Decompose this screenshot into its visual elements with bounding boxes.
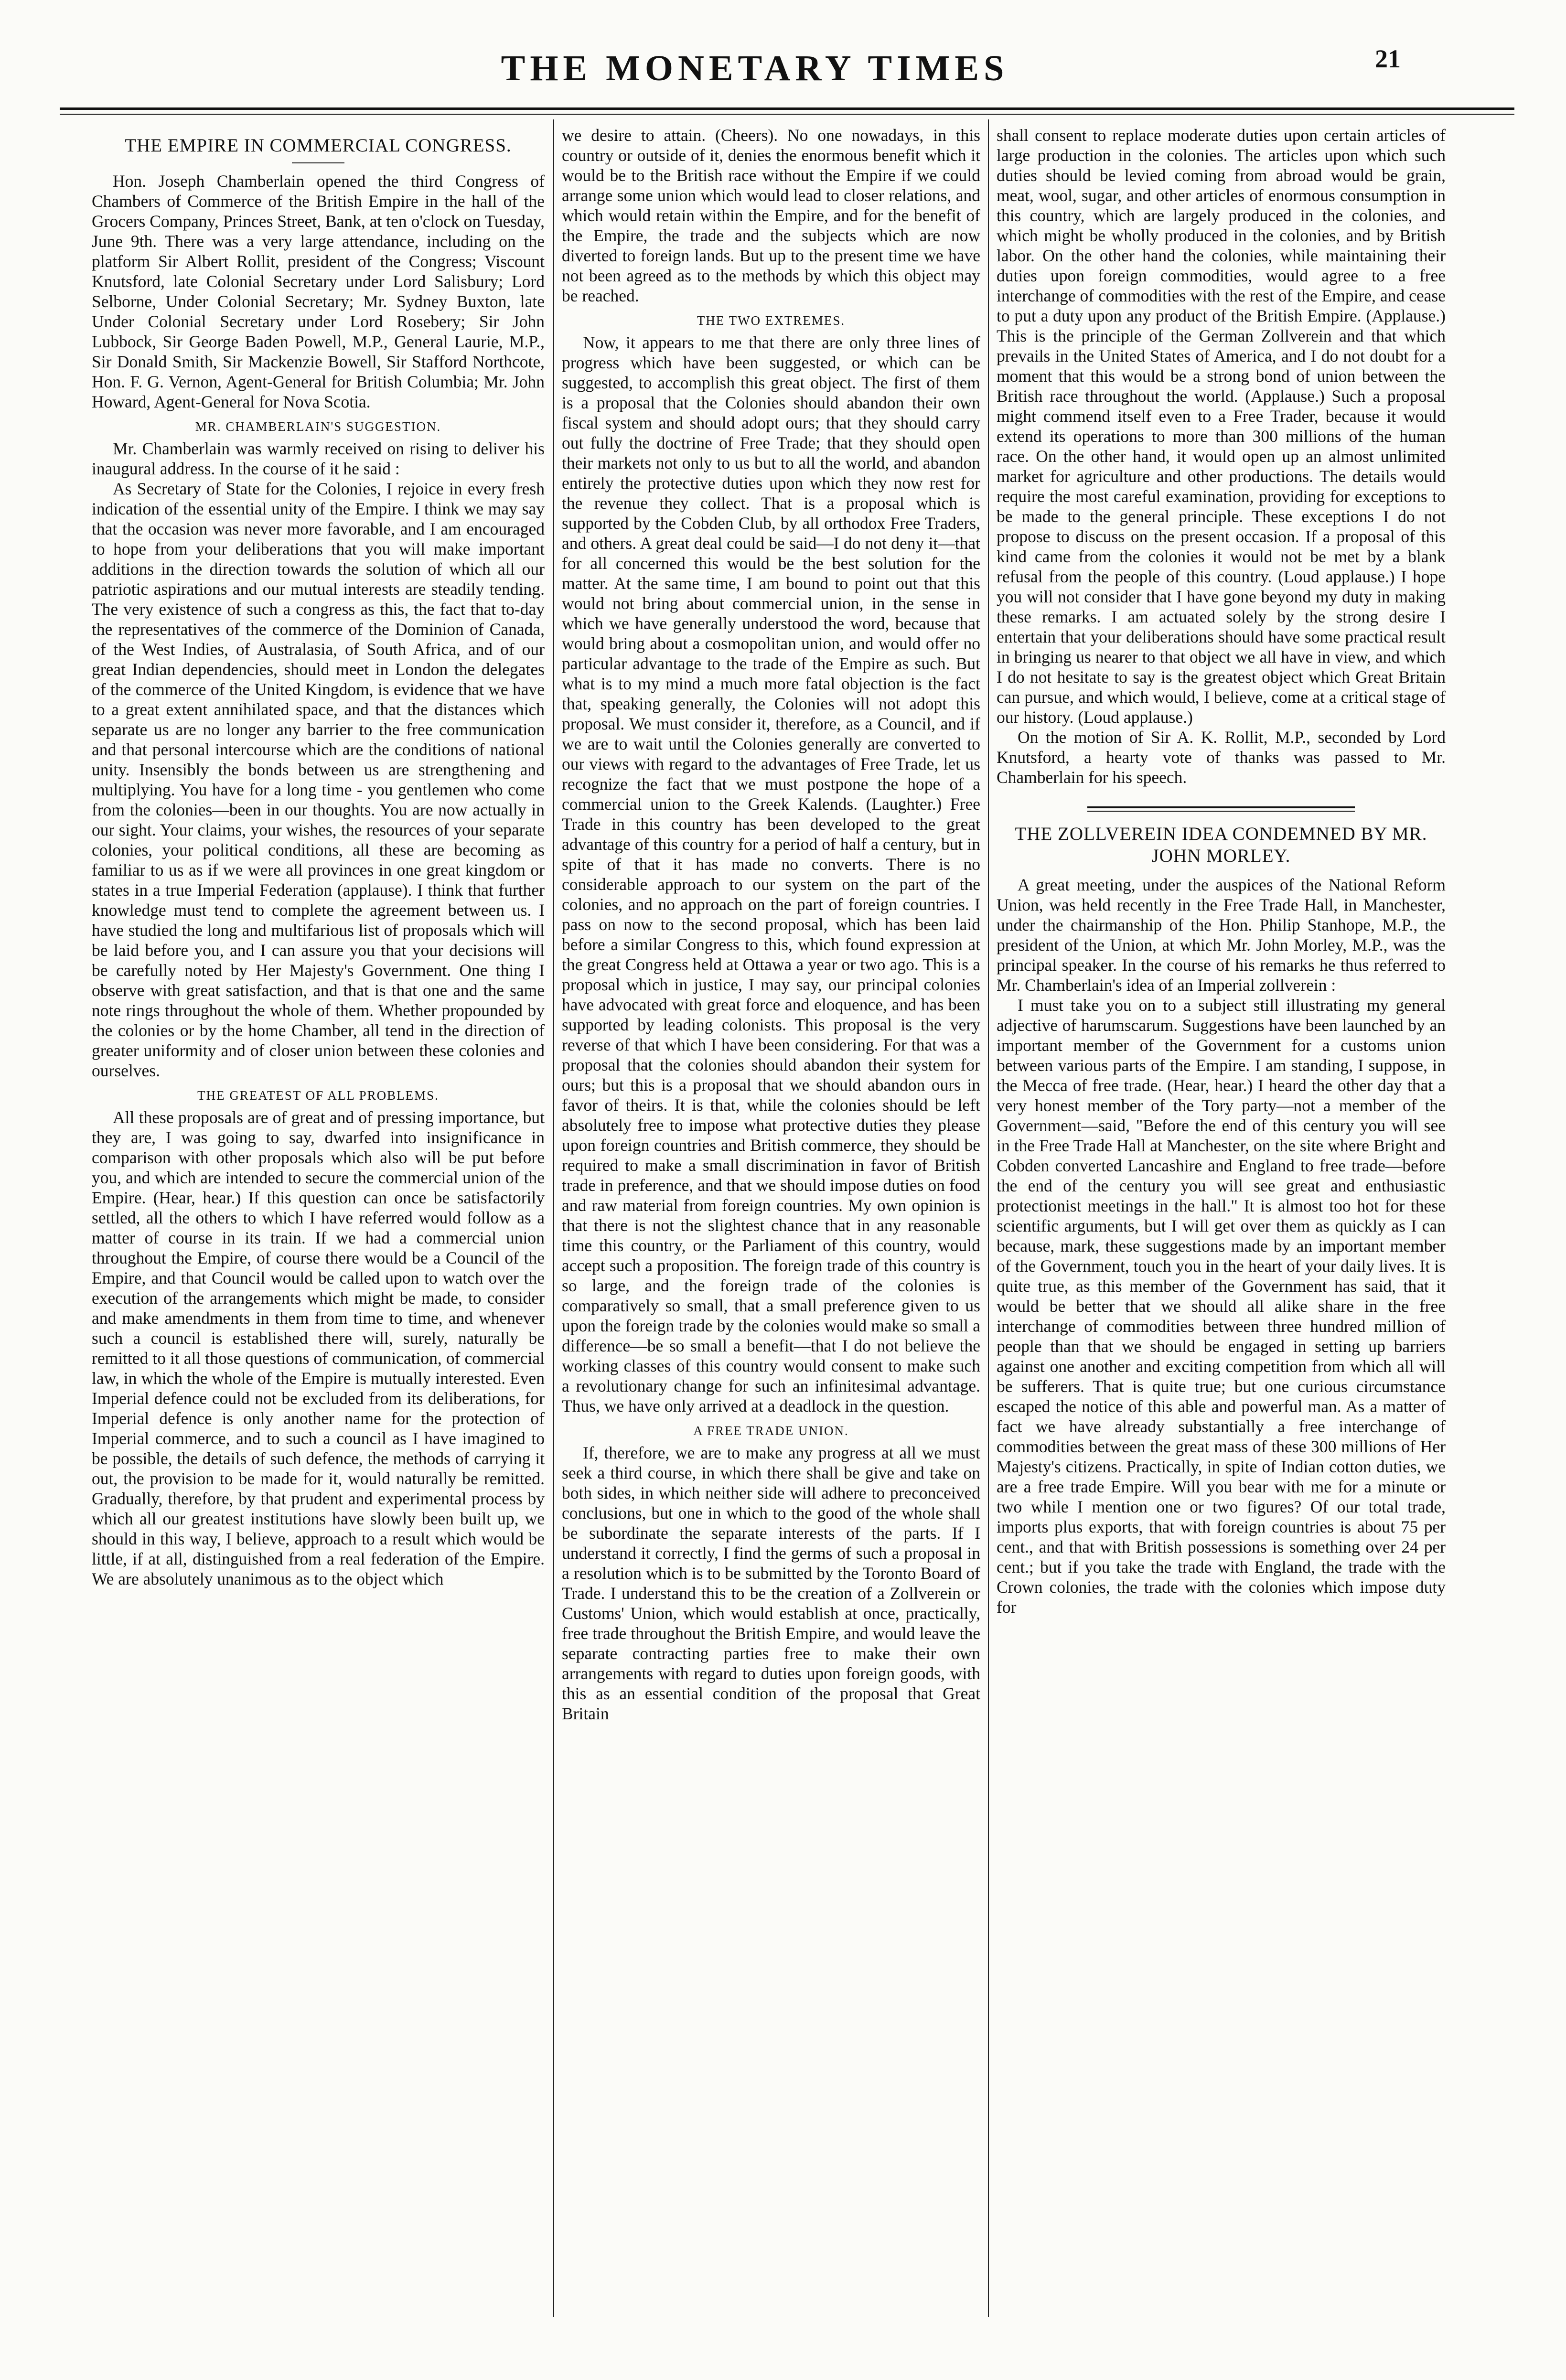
- paragraph: Now, it appears to me that there are only three lines of progress which have been suggested, or which can be suggested, to accomplish this great object. The first of them is a proposal that the Colonies should abandon their own fiscal system and should adopt ours; that they should carry out fully the doctrine of Free Trade; that they should open their markets not only to us but to all the world, and abandon entirely the protective duties upon which they now rest for the revenue they collect. That is a proposal which is supported by the Cobden Club, by all orthodox Free Traders, and others. A great deal could be said—I do not deny it—that for all concerned this would be the best solution for the matter. At the same time, I am bound to point out that this would not bring about commercial union, in the sense in which we have generally understood the word, because that would bring about a cosmopolitan union, and would offer no particular advantage to the trade of the Empire as such. But what is to my mind a much more fatal objection is the fact that, speaking generally, the Colonies will not adopt this proposal. We must consider it, therefore, as a Council, and if we are to wait until the Colonies generally are converted to our views with regard to the advantages of Free Trade, let us recognize the fact that we must postpone the hope of a commercial union to the Greek Kalends. (Laughter.) Free Trade in this country has been developed to the great advantage of this country for a period of half a century, but in spite of that it has made no converts. There is no considerable approach to our system on the part of the colonies, and no approach on the part of foreign countries. I pass on now to the second proposal, which has been laid before a similar Congress to this, which found expression at the great Congress held at Ottawa a year or two ago. This is a proposal which in justice, I may say, our principal colonies have advocated with great force and eloquence, and has been supported by leading colonists. This proposal is the very reverse of that which I have been considering. For that was a proposal that the colonies should abandon their system for ours; but this is a proposal that we should abandon ours in favor of theirs. It is that, while the colonies should be left absolutely free to impose what protective duties they please upon foreign countries and British commerce, they should be required to make a small discrimination in favor of British trade in preference, and that we should impose duties on food and raw material from foreign countries. My own opinion is that there is not the slightest chance that in any reasonable time this country, or the Parliament of this country, would accept such a proposition. The foreign trade of this country is so large, and the foreign trade of the colonies is comparatively so small, that a small preference given to us upon the foreign trade by the colonies would make so small a difference—be so small a benefit—that I do not believe the working classes of this country would consent to make such a revolutionary change for such an infinitesimal advantage. Thus, we have only arrived at a deadlock in the question.: [562, 333, 980, 1415]
- article-heading: THE ZOLLVEREIN IDEA CONDEMNED BY MR. JOHN MORLEY.: [1015, 824, 1427, 866]
- article-heading: [92, 135, 545, 163]
- paragraph: All these proposals are of great and of pressing importance, but they are, I was going to say, dwarfed into insignificance in comparison with other proposals which also will be put before you, and which are intended to secure the commercial union of the Empire. (Hear, hear.) If this question can once be satisfactorily settled, all the others to which I have referred would follow as a matter of course in its train. If we had a commercial union throughout the Empire, of course there would be a Council of the Empire, and that Council would be called upon to watch over the execution of the arrangements which might be made, to consider and make amendments in them from time to time, and whenever such a council is established there will, surely, naturally be remitted to it all those questions of communication, of commercial law, in which the whole of the Empire is mutually interested. Even Imperial defence could not be excluded from its deliberations, for Imperial defence is only another name for the protection of Imperial commerce, and to such a council as I have imagined to be possible, the details of such defence, the methods of carrying it out, the provision to be made for it, would naturally be remitted. Gradually, therefore, by that prudent and experimental process by which all our greatest institutions have slowly been built up, we should in this way, I believe, approach to a result which would be little, if at all, distinguished from a real federation of the Empire. We are absolutely unanimous as to the object which: [92, 1108, 545, 1588]
- subheading: A FREE TRADE UNION.: [693, 1424, 849, 1438]
- paragraph: On the motion of Sir A. K. Rollit, M.P., seconded by Lord Knutsford, a hearty vote of thanks was passed to Mr. Chamberlain for his speech.: [997, 728, 1446, 787]
- paragraph: we desire to attain. (Cheers). No one nowadays, in this country or outside of it, denies the enormous benefit which it would be to the British race without the Empire if we could arrange some union which would lead to closer relations, and which would retain within the Empire, and for the benefit of the Empire, the trade and the subjects which are now diverted to foreign lands. But up to the present time we have not been agreed as to the methods by which this object may be reached.: [562, 126, 980, 305]
- page-number: 21: [1375, 44, 1401, 73]
- paragraph: If, therefore, we are to make any progress at all we must seek a third course, in which there shall be give and take on both sides, in which neither side will adhere to preconceived conclusions, but one in which to the good of the whole shall be subordinate the separate interests of the parts. If I understand it correctly, I find the germs of such a proposal in a resolution which is to be submitted by the Toronto Board of Trade. I understand this to be the creation of a Zollverein or Customs' Union, which would establish at once, practically, free trade throughout the British Empire, and would leave the separate contracting parties free to make their own arrangements with regard to duties upon foreign goods, with this as an essential condition of the proposal that Great Britain: [562, 1443, 980, 1723]
- heading-rule: [292, 162, 344, 163]
- column-3: [997, 125, 1446, 2313]
- subheading: MR. CHAMBERLAIN'S SUGGESTION.: [195, 419, 441, 434]
- column-1: [92, 125, 545, 2313]
- paragraph: Mr. Chamberlain was warmly received on rising to deliver his inaugural address. In the course of it he said :: [92, 439, 545, 478]
- paragraph: As Secretary of State for the Colonies, I rejoice in every fresh indication of the essential unity of the Empire. I think we may say that the occasion was never more favorable, and I am encouraged to hope from your deliberations that you will make important additions in the direction towards the solution of which all our patriotic aspirations and our mutual interests are steadily tending. The very existence of such a congress as this, the fact that to-day the representatives of the commerce of the Dominion of Canada, of the West Indies, of Australasia, of South Africa, and of our great Indian dependencies, should meet in London the delegates of the commerce of the United Kingdom, is evidence that we have to a great extent annihilated space, and that the distances which separate us are no longer any barrier to the free communication and that personal intercourse which are the conditions of national unity. Insensibly the bonds between us are strengthening and multiplying. You have for a long time - you gentlemen who come from the colonies—been in our thoughts. You are now actually in our sight. Your claims, your wishes, the resources of your separate colonies, your political conditions, all these are becoming as familiar to us as if we were all provinces in one great kingdom or states in a true Imperial Federation (applause). I think that further knowledge must tend to complete the agreement between us. I have studied the long and multifarious list of proposals which will be laid before you, and I can assure you that your decisions will be carefully noted by Her Majesty's Government. One thing I observe with great satisfaction, and that is that one and the same note rings throughout the whole of them. Whether propounded by the colonies or by the home Chamber, all tend in the direction of greater uniformity and of closer union between these colonies and ourselves.: [92, 479, 545, 1080]
- section-divider: [1087, 806, 1355, 812]
- header-rule-thin: [60, 114, 1514, 115]
- paragraph: shall consent to replace moderate duties upon certain articles of large production in the colonies. The articles upon which such duties should be levied coming from abroad would be grain, meat, wool, sugar, and other articles of enormous consumption in this country, which are largely produced in the colonies, and which might be wholly produced in the colonies, and by British labor. On the other hand the colonies, while maintaining their duties upon foreign commodities, would agree to a free interchange of commodities with the rest of the Empire, and cease to put a duty upon any product of the British Empire. (Applause.) This is the principle of the German Zollverein and that which prevails in the United States of America, and I do not doubt for a moment that this would be a strong bond of union between the British race throughout the world. (Applause.) Such a proposal might commend itself even to a Free Trader, because it would extend its operations to more than 300 millions of the human race. On the other hand, it would open up an almost unlimited market for agriculture and other productions. The details would require the most careful examination, providing for exceptions to be made to the general principle. These exceptions I do not propose to discuss on the present occasion. If a proposal of this kind came from the colonies it would not be met by a blank refusal from the people of this country. (Loud applause.) I hope you will not consider that I have gone beyond my duty in making these remarks. I am actuated solely by the strong desire I entertain that your deliberations should have some practical result in bringing us nearer to that object we all have in view, and which I do not hesitate to say is the greatest object which Great Britain can pursue, and which would, I believe, come at a critical stage of our history. (Loud applause.): [997, 126, 1446, 727]
- column-divider: [988, 119, 989, 2317]
- column-divider: [553, 119, 554, 2317]
- paragraph: I must take you on to a subject still illustrating my general adjective of harumscarum. Suggestions have been launched by an important member of the Government for a customs union between various parts of the Empire. I am standing, I suppose, in the Mecca of free trade. (Hear, hear.) I heard the other day that a very honest member of the Tory party—not a member of the Government—said, "Before the end of this century you will see in the Free Trade Hall at Manchester, on the site where Bright and Cobden converted Lancashire and England to free trade—before the end of the century you will see great and enthusiastic protectionist meetings in the hall." It is almost too hot for these scientific arguments, but I will get over them as quickly as I can because, mark, these suggestions made by an important member of the Government, touch you in the heart of your daily lives. It is quite true, as this member of the Government has said, that it would be better that we should all alike share in the free interchange of commodities between three hundred million of people than that we should be engaged in setting up barriers against one another and exciting competition from which all will be sufferers. That is quite true; but one curious circumstance escaped the notice of this able and powerful man. As a matter of fact we have already substantially a free interchange of commodities between the great mass of these 300 millions of Her Majesty's citizens. Practically, in spite of Indian cotton duties, we are a free trade Empire. Will you bear with me for a minute or two while I mention one or two figures? Of our total trade, imports plus exports, that with foreign countries is about 75 per cent., and that with British possessions is something over 24 per cent.; but if you take the trade with England, the trade with the Crown colonies, the trade with the colonies which impose duty for: [997, 996, 1446, 1617]
- masthead: THE MONETARY TIMES: [501, 48, 1009, 88]
- header-rule-thick: [60, 107, 1514, 110]
- column-2: [562, 125, 980, 2313]
- paragraph: A great meeting, under the auspices of the National Reform Union, was held recently in the Free Trade Hall, in Manchester, under the chairmanship of the Hon. Philip Stanhope, M.P., the president of the Union, at which Mr. John Morley, M.P., was the principal speaker. In the course of his remarks he thus referred to Mr. Chamberlain's idea of an Imperial zollverein :: [997, 875, 1446, 995]
- subheading: THE GREATEST OF ALL PROBLEMS.: [197, 1088, 439, 1103]
- article-heading-text: THE EMPIRE IN COMMERCIAL CONGRESS.: [125, 135, 512, 156]
- subheading: THE TWO EXTREMES.: [697, 313, 846, 328]
- paragraph: Hon. Joseph Chamberlain opened the third Congress of Chambers of Commerce of the British Empire in the hall of the Grocers Company, Princes Street, Bank, at ten o'clock on Tuesday, June 9th. There was a very large attendance, including on the platform Sir Albert Rollit, president of the Congress; Viscount Knutsford, late Colonial Secretary under Lord Salisbury; Lord Selborne, Under Colonial Secretary; Mr. Sydney Buxton, late Under Colonial Secretary under Lord Rosebery; Sir John Lubbock, Sir George Baden Powell, M.P., General Laurie, M.P., Sir Donald Smith, Sir Mackenzie Bowell, Sir Stafford Northcote, Hon. F. G. Vernon, Agent-General for British Columbia; Mr. John Howard, Agent-General for Nova Scotia.: [92, 172, 545, 411]
